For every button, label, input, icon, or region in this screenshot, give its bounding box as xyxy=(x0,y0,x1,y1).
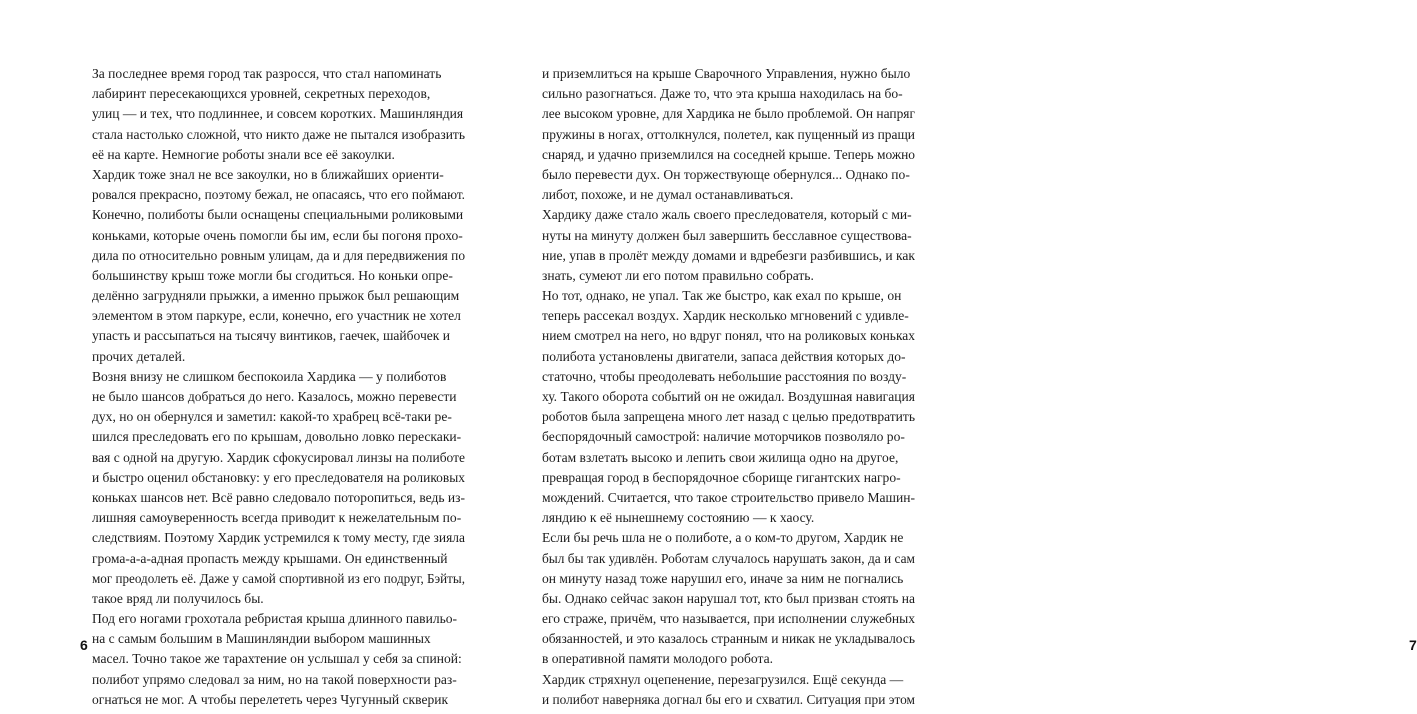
text-line: обязанностей, и это казалось странным и никак не укладывалось xyxy=(542,631,915,647)
text-line: превращая город в беспорядочное сборище гигантских нагро- xyxy=(542,469,901,485)
text-line: коньках шансов нет. Всё равно следовало поторопиться, ведь из- xyxy=(92,489,465,505)
text-line: дила по относительно ровным улицам, да и для передвижения по xyxy=(92,247,466,263)
right-page-number: 7 xyxy=(1409,637,1417,653)
left-page xyxy=(0,0,500,714)
text-line: Если бы речь шла не о полиботе, а о ком-то другом, Хардик не xyxy=(542,530,904,546)
text-line: следствиям. Поэтому Хардик устремился к тому месту, где зияла xyxy=(92,530,465,546)
text-line: и быстро оценил обстановку: у его преследователя на роликовых xyxy=(92,469,466,485)
text-line: лишняя самоуверенность всегда приводит к нежелательным по- xyxy=(92,510,462,526)
text-line: ровался прекрасно, поэтому бежал, не опасаясь, что его поймают. xyxy=(92,187,466,203)
text-line: Хардику даже стало жаль своего преследователя, который с ми- xyxy=(542,207,912,223)
text-line: лабиринт пересекающихся уровней, секретных переходов, xyxy=(92,86,431,102)
text-line: нуты на минуту должен был завершить бесславное существова- xyxy=(542,227,912,243)
text-line: коньками, которые очень помогли бы им, если бы погоня прохо- xyxy=(92,227,463,243)
text-line: было перевести дух. Он торжествующе обернулся... Однако по- xyxy=(542,166,910,182)
left-page-text xyxy=(92,64,465,710)
text-line: огнаться не мог. А чтобы перелететь через Чугунный скверик xyxy=(92,691,449,707)
text-line: полибот упрямо следовал за ним, но на такой поверхности раз- xyxy=(92,671,457,687)
left-page-number: 6 xyxy=(80,637,88,653)
text-line: Но тот, однако, не упал. Так же быстро, как ехал по крыше, он xyxy=(542,288,902,304)
text-line: либот, похоже, и не думал останавливаться. xyxy=(542,187,794,203)
text-line: Под его ногами грохотала ребристая крыша длинного павильо- xyxy=(92,611,458,627)
text-line: дух, но он обернулся и заметил: какой-то храбрец всё-таки ре- xyxy=(92,409,452,425)
text-line: полибота установлены двигатели, запаса действия которых до- xyxy=(542,348,906,364)
text-line: Возня внизу не слишком беспокоила Хардика — у полиботов xyxy=(92,368,447,384)
text-line: не было шансов добраться до него. Казалось, можно перевести xyxy=(92,389,457,404)
text-line: грома-а-а-адная пропасть между крышами. Он единственный xyxy=(92,550,448,566)
text-line: бы. Однако сейчас закон нарушал тот, кто был призван стоять на xyxy=(542,590,916,606)
text-line: такое вряд ли получилось бы. xyxy=(92,590,264,606)
text-line: Хардик тоже знал не все закоулки, но в ближайших ориенти- xyxy=(92,166,444,182)
text-line: её на карте. Немногие роботы знали все её закоулки. xyxy=(92,146,395,162)
text-line: снаряд, и удачно приземлился на соседней крыше. Теперь можно xyxy=(542,146,915,162)
text-line: теперь рассекал воздух. Хардик несколько мгновений с удивле- xyxy=(542,308,909,324)
text-line: и приземлиться на крыше Сварочного Управления, нужно было xyxy=(542,66,911,81)
text-line: знать, сумеют ли его потом правильно собрать. xyxy=(542,267,814,283)
text-line: стала настолько сложной, что никто даже не пытался изобразить xyxy=(92,126,466,142)
text-line: ху. Такого оборота событий он не ожидал. Воздушная навигация xyxy=(542,389,915,404)
text-line: Хардик стряхнул оцепенение, перезагрузился. Ещё секунда — xyxy=(542,671,904,687)
text-line: он минуту назад тоже нарушил его, иначе за ним не погнались xyxy=(542,570,904,586)
text-line: улиц — и тех, что подлиннее, и совсем коротких. Машинляндия xyxy=(92,106,464,122)
text-line: шился преследовать его по крышам, довольно ловко перескаки- xyxy=(92,429,462,445)
right-page-text xyxy=(542,64,915,710)
text-line: прочих деталей. xyxy=(92,348,186,364)
text-line: беспорядочный самострой: наличие моторчиков позволяло ро- xyxy=(542,429,905,445)
text-line: ляндию к её нынешнему состоянию — к хаосу. xyxy=(542,510,815,526)
text-line: в оперативной памяти молодого робота. xyxy=(542,651,773,667)
text-line: элементом в этом паркуре, если, конечно, его участник не хотел xyxy=(92,308,461,324)
text-line: масел. Точно такое же тарахтение он услышал у себя за спиной: xyxy=(92,651,462,667)
text-line: ботам взлетать высоко и лепить свои жилища одно на другое, xyxy=(542,449,899,465)
text-line: и полибот наверняка догнал бы его и схватил. Ситуация при этом xyxy=(542,691,915,707)
text-line: пружины в ногах, оттолкнулся, полетел, как пущенный из пращи xyxy=(542,126,915,142)
text-line: статочно, чтобы преодолевать небольшие расстояния по возду- xyxy=(542,368,907,384)
text-line: мог преодолеть её. Даже у самой спортивной из его подруг, Бэйты, xyxy=(92,570,465,586)
text-line: ние, упав в пролёт между домами и вдребезги разбившись, и как xyxy=(542,247,915,263)
text-line: на с самым большим в Машинляндии выбором машинных xyxy=(92,631,431,647)
text-line: лее высоком уровне, для Хардика не было проблемой. Он напряг xyxy=(542,106,916,122)
text-line: вая с одной на другую. Хардик сфокусировал линзы на полиботе xyxy=(92,449,465,465)
text-line: его страже, причём, что называется, при исполнении служебных xyxy=(542,611,915,627)
text-line: Конечно, полиботы были оснащены специальными роликовыми xyxy=(92,207,464,223)
text-line: большинству крыш тоже могли бы сгодиться. Но коньки опре- xyxy=(92,267,453,283)
text-line: нием смотрел на него, но вдруг понял, что на роликовых коньках xyxy=(542,328,915,344)
text-line: упасть и рассыпаться на тысячу винтиков, гаечек, шайбочек и xyxy=(92,328,450,344)
text-line: За последнее время город так разросся, что стал напоминать xyxy=(92,66,442,81)
text-line: был бы так удивлён. Роботам случалось нарушать закон, да и сам xyxy=(542,550,916,566)
text-line: роботов была запрещена много лет назад с целью предотвратить xyxy=(542,409,916,425)
right-page xyxy=(500,0,1417,714)
text-line: делённо загрудняли прыжки, а именно прыжок был решающим xyxy=(92,288,460,304)
text-line: мождений. Считается, что такое строительство привело Машин- xyxy=(542,489,915,505)
text-line: сильно разогнаться. Даже то, что эта крыша находилась на бо- xyxy=(542,86,903,102)
